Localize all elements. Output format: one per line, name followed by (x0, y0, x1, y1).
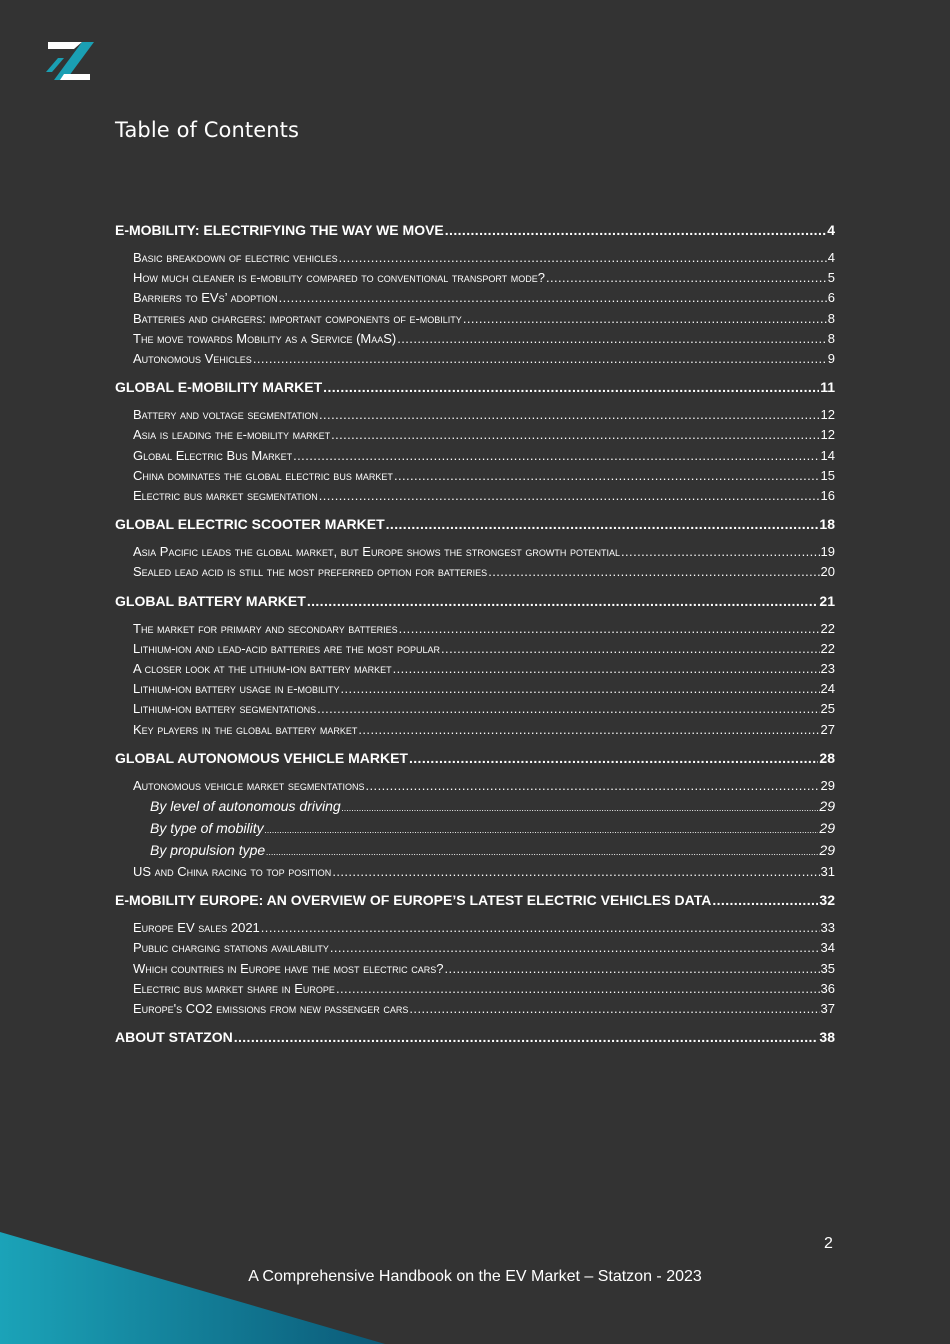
toc-chapter-link-page: 11 (820, 379, 835, 396)
toc-section-link[interactable] (115, 309, 835, 329)
dot-leader (265, 820, 819, 840)
toc-section-link-page: 15 (820, 467, 835, 483)
dot-leader (279, 288, 827, 308)
toc-section-link[interactable] (115, 659, 835, 679)
toc-section-link[interactable] (115, 619, 835, 639)
toc-section-link[interactable] (115, 699, 835, 719)
dot-leader (336, 979, 820, 999)
toc-section-link-title: Sealed lead acid is still the most preferred option for batteries (133, 564, 488, 580)
toc-section-link-page: 22 (820, 640, 835, 656)
toc-section-link-page: 22 (820, 620, 835, 636)
toc-section-link[interactable] (115, 918, 835, 938)
toc-section-link-page: 16 (820, 488, 835, 504)
dot-leader (317, 699, 819, 719)
toc-section-link-title: Basic breakdown of electric vehicles (133, 250, 338, 265)
dot-leader (397, 329, 827, 349)
toc-section-link-page: 12 (820, 407, 835, 423)
toc-section-link[interactable] (115, 542, 835, 562)
toc-section-link[interactable] (115, 999, 835, 1019)
toc-chapter-link-page: 28 (819, 749, 835, 766)
toc-section (115, 1027, 835, 1047)
toc-subsection-link[interactable] (115, 818, 835, 840)
dot-leader (488, 562, 819, 582)
toc-section-link-title: Which countries in Europe have the most electric cars? (133, 960, 444, 976)
toc-section-link-page: 27 (820, 721, 835, 737)
toc-section-link-page: 6 (827, 290, 835, 306)
toc-chapter-link-page: 4 (827, 222, 835, 238)
dot-leader (409, 999, 819, 1019)
toc-section-link[interactable] (115, 349, 835, 369)
toc-section-link-title: The move towards Mobility as a Service (MaaS) (133, 330, 397, 346)
toc-chapter-link[interactable] (115, 748, 835, 768)
dot-leader (463, 309, 827, 329)
page-title: Table of Contents (115, 118, 300, 142)
toc-section-link-page: 20 (820, 564, 835, 580)
dot-leader (621, 542, 820, 562)
dot-leader (323, 377, 819, 397)
toc-section-link[interactable] (115, 288, 835, 308)
toc-chapter-link-title: GLOBAL BATTERY MARKET (115, 592, 306, 609)
toc-chapter-link-page: 21 (819, 592, 835, 609)
toc-section-link-page: 5 (827, 270, 835, 286)
toc-section-link-page: 4 (827, 250, 835, 265)
dot-leader (319, 405, 820, 425)
toc-section-link[interactable] (115, 268, 835, 288)
dot-leader (319, 486, 820, 506)
dot-leader (341, 679, 820, 699)
toc-section-link-page: 8 (827, 330, 835, 346)
toc-section-link[interactable] (115, 959, 835, 979)
toc-section (115, 377, 835, 506)
toc-chapter-link-title: GLOBAL AUTONOMOUS VEHICLE MARKET (115, 749, 408, 766)
toc-section-link-page: 37 (820, 1001, 835, 1017)
dot-leader (394, 466, 820, 486)
toc-section-link-title: The market for primary and secondary batteries (133, 620, 398, 636)
toc-chapter-link[interactable] (115, 1027, 835, 1047)
toc-section-link[interactable] (115, 639, 835, 659)
toc-section (115, 748, 835, 882)
toc-section-link[interactable] (115, 248, 835, 268)
toc-section-link-title: US and China racing to top position (133, 864, 332, 880)
toc-section-link-title: Autonomous Vehicles (133, 351, 252, 367)
toc-section-link-title: Global Electric Bus Market (133, 447, 293, 463)
dot-leader (293, 446, 819, 466)
dot-leader (409, 748, 818, 768)
toc-section-link-page: 31 (820, 864, 835, 880)
toc-section-link-page: 14 (820, 447, 835, 463)
dot-leader (366, 776, 820, 796)
toc-section-link-title: Autonomous vehicle market segmentations (133, 777, 365, 793)
toc-section-link-title: Europe's CO2 emissions from new passenger cars (133, 1001, 409, 1017)
toc-section-link[interactable] (115, 329, 835, 349)
toc-chapter-link[interactable] (115, 514, 835, 534)
toc-chapter-link[interactable] (115, 591, 835, 611)
toc-chapter-link[interactable] (115, 890, 835, 910)
toc-section-link[interactable] (115, 720, 835, 740)
toc-section-link-title: Battery and voltage segmentation (133, 407, 319, 423)
toc-section-link[interactable] (115, 979, 835, 999)
toc-chapter-link-page: 32 (819, 892, 835, 909)
toc-section-link[interactable] (115, 938, 835, 958)
toc-section-link[interactable] (115, 679, 835, 699)
dot-leader (441, 639, 819, 659)
dot-leader (266, 842, 818, 862)
toc-section-link-title: Europe EV sales 2021 (133, 920, 260, 936)
dot-leader (253, 349, 827, 369)
dot-leader (712, 890, 818, 910)
toc-section-link-page: 35 (820, 960, 835, 976)
toc-subsection-link[interactable] (115, 840, 835, 862)
dot-leader (332, 862, 819, 882)
dot-leader (331, 425, 819, 445)
toc-section-link-title: Key players in the global battery market (133, 721, 358, 737)
toc-section-link-title: How much cleaner is e-mobility compared to conventional transport mode? (133, 270, 545, 286)
toc-section-link[interactable] (115, 862, 835, 882)
toc-section-link[interactable] (115, 405, 835, 425)
toc-section-link-page: 25 (820, 701, 835, 717)
toc-section-link-title: Lithium-ion battery segmentations (133, 701, 317, 717)
toc-chapter-link-title: E-MOBILITY EUROPE: AN OVERVIEW OF EUROPE’S LATEST ELECTRIC VEHICLES DATA (115, 892, 712, 909)
toc-chapter-link-title: GLOBAL ELECTRIC SCOOTER MARKET (115, 516, 385, 533)
toc-section (115, 220, 835, 369)
dot-leader (393, 659, 820, 679)
toc-section (115, 591, 835, 740)
toc-chapter-link[interactable] (115, 220, 835, 240)
toc-subsection-link-page: 29 (819, 798, 835, 815)
toc-section-link-page: 34 (820, 940, 835, 956)
page-number: 2 (824, 1235, 833, 1252)
dot-leader (399, 619, 820, 639)
toc-chapter-link-title: ABOUT STATZON (115, 1029, 233, 1046)
toc-section-link-page: 23 (820, 661, 835, 677)
dot-leader (339, 248, 827, 268)
dot-leader (358, 720, 819, 740)
dot-leader (261, 918, 820, 938)
table-of-contents (115, 220, 835, 1055)
toc-section-link[interactable] (115, 466, 835, 486)
toc-section-link-page: 33 (820, 920, 835, 936)
toc-section-link-title: Electric bus market share in Europe (133, 980, 335, 996)
toc-section-link-page: 8 (827, 310, 835, 326)
toc-section-link-title: Batteries and chargers: important components of e-mobility (133, 310, 462, 326)
toc-section-link[interactable] (115, 486, 835, 506)
toc-section-link-page: 36 (820, 980, 835, 996)
dot-leader (444, 959, 819, 979)
dot-leader (307, 591, 819, 611)
toc-subsection-link[interactable] (115, 796, 835, 818)
toc-section-link-title: Asia is leading the e-mobility market (133, 427, 331, 443)
dot-leader (445, 220, 826, 240)
toc-section-link-title: Asia Pacific leads the global market, but Europe shows the strongest growth potential (133, 544, 621, 560)
toc-section-link-title: Barriers to EVs’ adoption (133, 290, 278, 306)
toc-section-link-title: Electric bus market segmentation (133, 488, 318, 504)
toc-chapter-link[interactable] (115, 377, 835, 397)
toc-section (115, 514, 835, 582)
toc-subsection-link-title: By level of autonomous driving (150, 798, 341, 815)
toc-subsection-link-page: 29 (819, 820, 835, 837)
toc-section (115, 890, 835, 1019)
dot-leader (330, 938, 820, 958)
dot-leader (546, 268, 827, 288)
toc-subsection-link-title: By propulsion type (150, 842, 266, 859)
dot-leader (342, 798, 819, 818)
toc-chapter-link-page: 38 (819, 1029, 835, 1046)
dot-leader (234, 1027, 819, 1047)
toc-subsection-link-title: By type of mobility (150, 820, 264, 837)
statzon-logo (42, 40, 96, 82)
footer-text: A Comprehensive Handbook on the EV Market – Statzon - 2023 (248, 1268, 702, 1285)
toc-section-link-page: 9 (827, 351, 835, 367)
toc-subsection-link-page: 29 (819, 842, 835, 859)
toc-chapter-link-title: GLOBAL E-MOBILITY MARKET (115, 379, 323, 396)
toc-section-link-page: 24 (820, 681, 835, 697)
toc-chapter-link-page: 18 (819, 516, 835, 533)
toc-chapter-link-title: E-MOBILITY: ELECTRIFYING THE WAY WE MOVE (115, 222, 444, 238)
toc-section-link-page: 19 (820, 544, 835, 560)
toc-section-link-title: China dominates the global electric bus market (133, 467, 393, 483)
toc-section-link-title: Public charging stations availability (133, 940, 329, 956)
toc-section-link[interactable] (115, 562, 835, 582)
toc-section-link[interactable] (115, 425, 835, 445)
toc-section-link-page: 12 (820, 427, 835, 443)
toc-section-link[interactable] (115, 776, 835, 796)
dot-leader (386, 514, 819, 534)
toc-section-link-page: 29 (820, 777, 835, 793)
corner-decoration (0, 1224, 400, 1344)
toc-section-link-title: Lithium-ion and lead-acid batteries are the most popular (133, 640, 441, 656)
toc-section-link-title: Lithium-ion battery usage in e-mobility (133, 681, 340, 697)
toc-section-link[interactable] (115, 446, 835, 466)
toc-section-link-title: A closer look at the lithium-ion battery market (133, 661, 392, 677)
